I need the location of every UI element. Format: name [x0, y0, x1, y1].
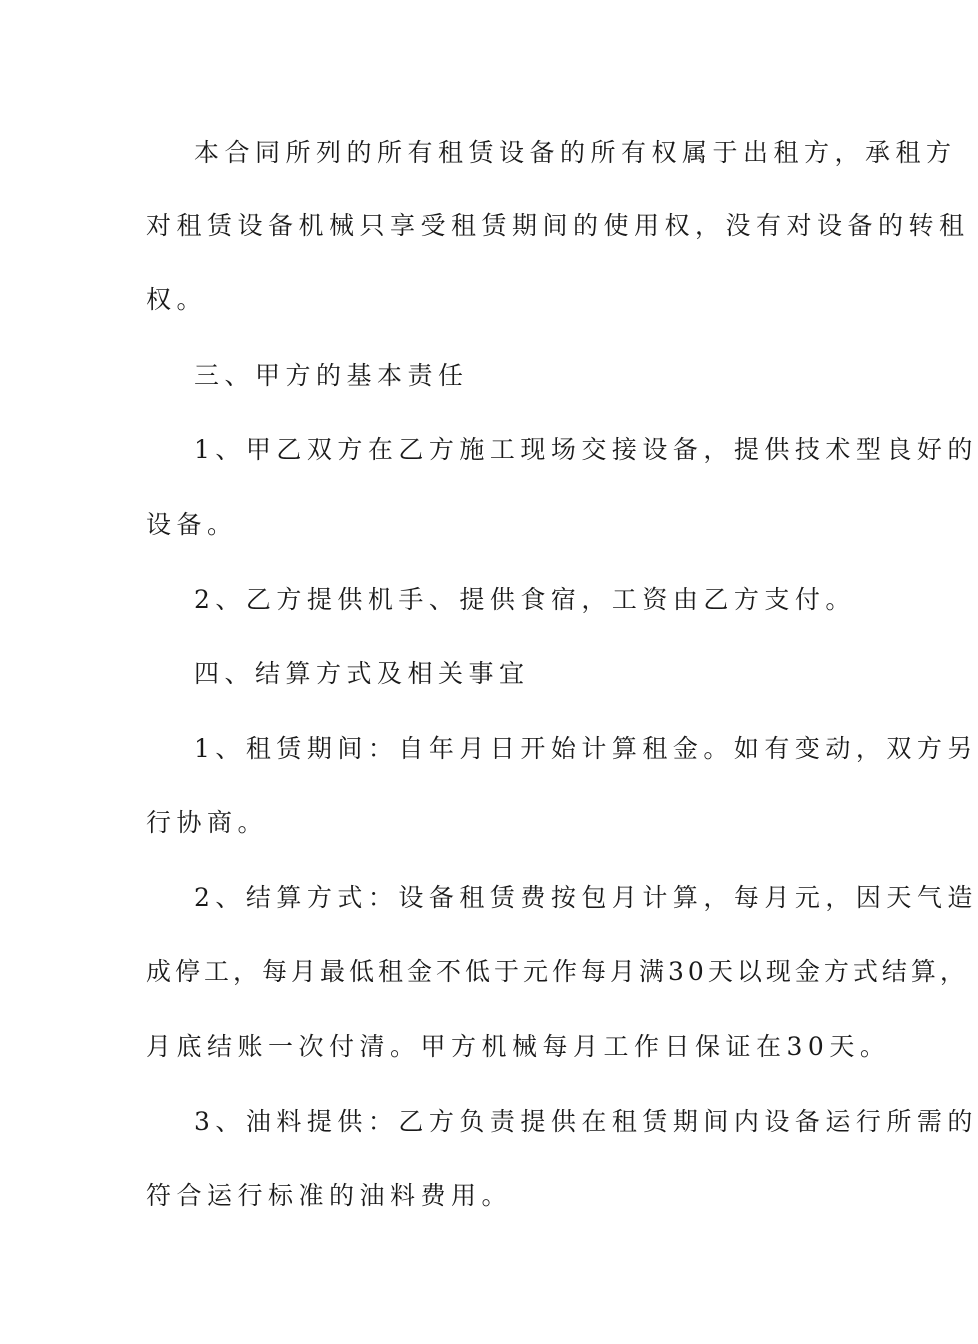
paragraph-line: 1、甲乙双方在乙方施工现场交接设备，提供技术型良好的 [194, 435, 978, 464]
section-heading: 四、结算方式及相关事宜 [194, 659, 530, 688]
paragraph-line: 2、结算方式：设备租赁费按包月计算，每月元，因天气造 [194, 883, 978, 912]
paragraph-line: 月底结账一次付清。甲方机械每月工作日保证在30天。 [146, 1032, 891, 1061]
paragraph-line: 符合运行标准的油料费用。 [146, 1181, 513, 1210]
paragraph-line: 成停工，每月最低租金不低于元作每月满30天以现金方式结算， [146, 957, 969, 986]
paragraph-line: 行协商。 [146, 808, 269, 837]
paragraph-line: 设备。 [146, 510, 238, 539]
paragraph-line: 本合同所列的所有租赁设备的所有权属于出租方，承租方 [194, 138, 957, 167]
section-heading: 三、甲方的基本责任 [194, 361, 469, 390]
paragraph-line: 1、租赁期间：自年月日开始计算租金。如有变动，双方另 [194, 734, 978, 763]
paragraph-line: 2、乙方提供机手、提供食宿，工资由乙方支付。 [194, 585, 856, 614]
paragraph-line: 权。 [146, 285, 208, 314]
paragraph-line: 3、油料提供：乙方负责提供在租赁期间内设备运行所需的 [194, 1107, 978, 1136]
paragraph-line: 对租赁设备机械只享受租赁期间的使用权，没有对设备的转租 [146, 211, 970, 240]
